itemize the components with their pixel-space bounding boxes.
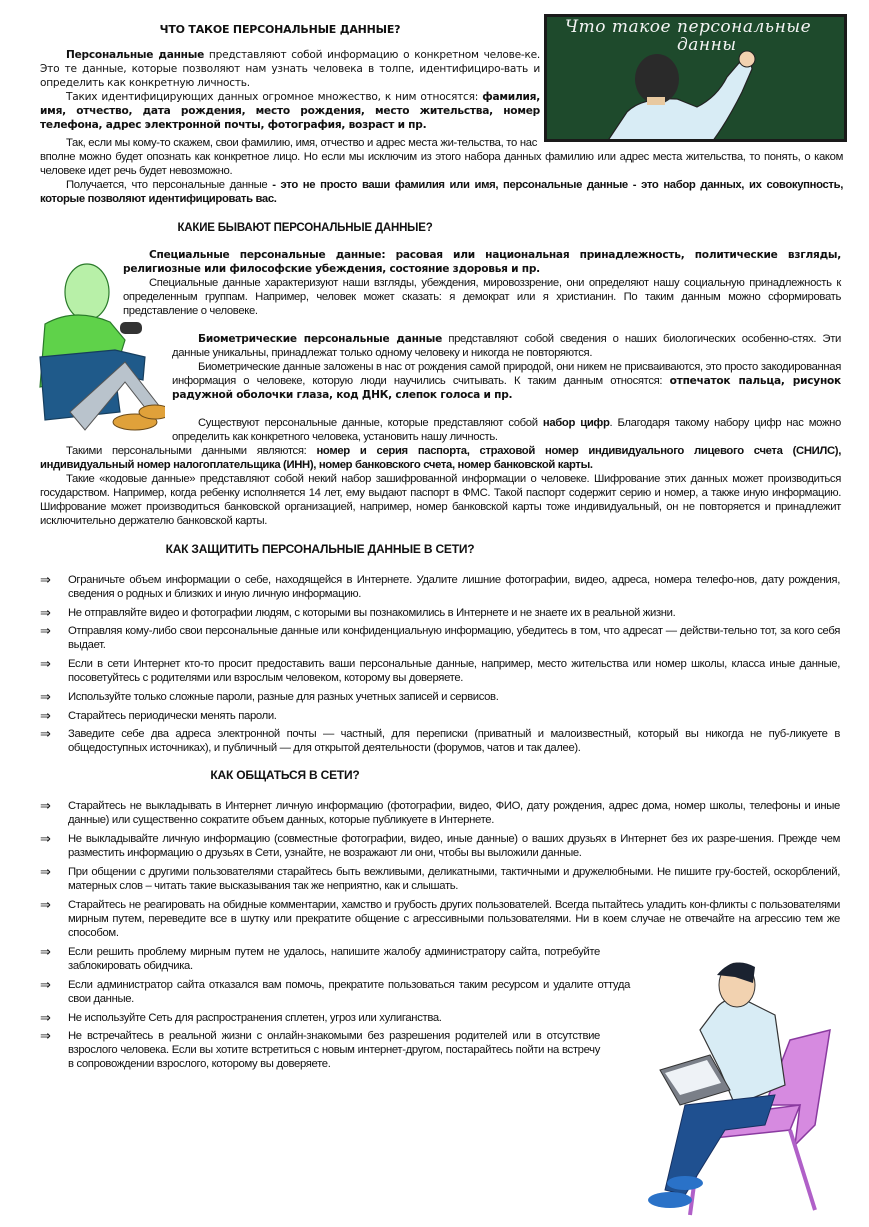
tip-item: [40, 1029, 600, 1071]
double-arrow-icon: ⇒: [40, 572, 51, 587]
tip-item: [40, 945, 600, 973]
tip-text: Используйте только сложные пароли, разные для разных учетных записей и сервисов.: [68, 691, 499, 703]
conclusion-bold: - это не просто ваши фамилия или имя, персональные данные - это набор данных, их совокупность, которые позволяют идентифицировать вас.: [40, 179, 844, 205]
paragraph-example: [40, 136, 843, 178]
conclusion-lead: Получается, что персональные данные: [66, 179, 273, 191]
chalkboard-illustration: [544, 14, 847, 142]
double-arrow-icon: ⇒: [40, 605, 51, 620]
term-special-data: Специальные персональные данные: [149, 249, 382, 261]
double-arrow-icon: ⇒: [40, 798, 51, 813]
section-title-protect: КАК ЗАЩИТИТЬ ПЕРСОНАЛЬНЫЕ ДАННЫЕ В СЕТИ?: [165, 542, 475, 556]
paragraph-conclusion: [40, 178, 843, 206]
tip-text: Если администратор сайта отказался вам помочь, прекратите пользоваться таким ресурсом и удалите оттуда свои данные.: [68, 979, 630, 1005]
paragraph-biometric-def: [172, 332, 841, 360]
tip-item: [40, 898, 840, 940]
biometric-desc-text: Биометрические данные заложены в нас от рождения самой природой, они никем не присваиваются, это просто закодированная информация о человеке, которую люди научились считывать. К таким данным относятся:: [172, 361, 841, 387]
identifying-list: фамилия, имя, отчество, дата рождения, место рождения, место жительства, номер телефона, адрес электронной почты, фотография, возраст и пр.: [40, 91, 540, 131]
biometric-def-text: представляют собой сведения о наших биологических особенно-стях. Эти данные уникальны, принадлежат только одному человеку и никогда не повторяются.: [172, 333, 841, 359]
double-arrow-icon: ⇒: [40, 1010, 51, 1025]
tip-text: Заведите себе два адреса электронной почты — частный, для переписки (приватный и малоизвестный, который вы никогда не пуб-ликуете в общедоступных источниках), и публичный — для открытой деятельности (форумов, чатов и так далее).: [68, 728, 840, 754]
tip-text: Не отправляйте видео и фотографии людям, с которыми вы познакомились в Интернете и не знаете их в реальной жизни.: [68, 607, 676, 619]
term-digit-set: набор цифр: [542, 417, 610, 429]
chalk-text-line2: данны: [677, 35, 737, 55]
digits-lead: Существуют персональные данные, которые представляют собой: [198, 417, 543, 429]
double-arrow-icon: ⇒: [40, 689, 51, 704]
example-text: Так, если мы кому-то скажем, свои фамилию, имя, отчество и адрес места жи-тельства, то нас вполне можно будет опознать как конкретное лицо. Но если мы исключим из этого набора данных фамилию или адрес места жительства, то понять, о каком человеке идет речь будет невозможно.: [40, 137, 843, 177]
paragraph-special-desc: Специальные данные характеризуют наши взгляды, убеждения, мировоззрение, они определяют нашу социальную принадлежность к определенным группам. Например, человек может сказать: я демократ или я христианин. По таким данным можно сформировать представление о человеке.: [123, 277, 841, 317]
double-arrow-icon: ⇒: [40, 726, 51, 741]
paragraph-digits: [172, 416, 841, 444]
tip-item: [40, 727, 840, 755]
tip-text: Не используйте Сеть для распространения сплетен, угроз или хулиганства.: [68, 1012, 442, 1024]
paragraph-definition: [40, 48, 540, 90]
double-arrow-icon: ⇒: [40, 708, 51, 723]
identifying-lead: Таких идентифицирующих данных огромное множество, к ним относятся:: [66, 91, 483, 103]
tip-item: [40, 1011, 600, 1025]
section-title-types: КАКИЕ БЫВАЮТ ПЕРСОНАЛЬНЫЕ ДАННЫЕ?: [177, 222, 433, 234]
tip-text: Старайтесь периодически менять пароли.: [68, 710, 277, 722]
special-desc-block: [123, 276, 841, 318]
tip-text: Не выкладывайте личную информацию (совместные фотографии, видео, иные данные) о ваших друзьях в Интернет без их разре-шения. Прежде чем разместить информацию о друзьях в Сети, узнайте, не возражают ли они, чтобы вы выложили данные.: [68, 833, 840, 859]
section-title-what-is: ЧТО ТАКОЕ ПЕРСОНАЛЬНЫЕ ДАННЫЕ?: [159, 23, 401, 36]
tip-item: [40, 832, 840, 860]
biometric-block: [172, 332, 841, 402]
tip-item: [40, 573, 840, 601]
double-arrow-icon: ⇒: [40, 864, 51, 879]
double-arrow-icon: ⇒: [40, 831, 51, 846]
double-arrow-icon: ⇒: [40, 656, 51, 671]
tip-item: [40, 657, 840, 685]
codes-block: [40, 444, 841, 528]
sitting-boy-illustration: [15, 262, 165, 437]
tip-item: [40, 606, 840, 620]
man-with-laptop-illustration: [625, 955, 840, 1220]
paragraph-coded-data: Такие «кодовые данные» представляют собой некий набор зашифрованной информации о человеке. Шифрование этих данных может производиться государством. Например, когда ребенку исполняется 14 лет, ему выдают паспорт в ФМС. Такой паспорт содержит серию и номер, а также иную информацию. Шифрование может производиться банковской организацией, например, номер банковской карты тоже индивидуальный, он не повторяется и принадлежит исключительно держателю банковской карты.: [40, 473, 841, 527]
tip-item: [40, 690, 840, 704]
paragraph-biometric-desc: [172, 360, 841, 402]
term-personal-data: Персональные данные: [66, 49, 205, 61]
tip-text: Старайтесь не выкладывать в Интернет личную информацию (фотографии, видео, ФИО, дату рождения, адрес дома, номер школы, телефоны и иные данные) или существенно сократите объем данных, которые публикуете в Интернете.: [68, 800, 840, 826]
tip-text: Старайтесь не реагировать на обидные комментарии, хамство и грубость других пользователей. Всегда пытайтесь уладить кон-фликты с пользователями мирным путем, переведите все в шутку или прекратите общение с агрессивными пользователями. Ни в коем случае не отвечайте на агрессию тем же способом.: [68, 899, 840, 939]
tip-text: Отправляя кому-либо свои персональные данные или конфиденциальную информацию, убедитесь в том, что адресат — действи-тельно тот, за кого себя выдает.: [68, 625, 840, 651]
tip-text: При общении с другими пользователями старайтесь быть вежливыми, деликатными, тактичными и дружелюбными. Не пишите гру-бостей, оскорблений, матерных слов – читать такие высказывания так же неприятно, как и слышать.: [68, 866, 840, 892]
definition-text: представляют собой информацию о конкретном челове-ке. Это те данные, которые позволяют нам узнать человека в толпе, идентифициро-вать и определить как конкретную личность.: [40, 49, 540, 89]
chalk-text-line1: Что такое персональные: [565, 17, 812, 37]
paragraph-special-def: [123, 248, 841, 276]
tip-item: [40, 865, 840, 893]
paragraph-such-data: [40, 444, 841, 472]
tip-text: Не встречайтесь в реальной жизни с онлайн-знакомыми без разрешения родителей или в отсутствие взрослого человека. Если вы хотите встретиться с новым интернет-другом, постарайтесь пойти на встречу в сопровождении взрослого, которому вы доверяете.: [68, 1030, 600, 1070]
such-list: номер и серия паспорта, страховой номер индивидуального лицевого счета (СНИЛС), индивидуальный номер налогоплательщика (ИНН), номер банковского счета, номер банковской карты.: [40, 445, 841, 471]
double-arrow-icon: ⇒: [40, 977, 51, 992]
section-title-communicate: КАК ОБЩАТЬСЯ В СЕТИ?: [210, 768, 360, 782]
double-arrow-icon: ⇒: [40, 623, 51, 638]
tip-item: [40, 624, 840, 652]
tip-text: Если в сети Интернет кто-то просит предоставить ваши персональные данные, например, место жительства или номер школы, класса иные данные, посоветуйтесь с родителями или взрослым человеком, которому вы доверяете.: [68, 658, 840, 684]
section1-body: [40, 136, 843, 206]
digits-rest: . Благодаря такому набору цифр нас можно определить как конкретного человека, установить нашу личность.: [172, 417, 841, 443]
tip-text: Ограничьте объем информации о себе, находящейся в Интернете. Удалите лишние фотографии, видео, адреса, номера телефо-нов, дату рождения, сведения о родных и близких и иную личную информацию.: [68, 574, 840, 600]
tip-item: [40, 799, 840, 827]
digits-block: [172, 416, 841, 444]
special-data-list: : расовая или национальная принадлежность, политические взгляды, религиозные или философские убеждения, состояние здоровья и пр.: [123, 249, 842, 275]
section1-intro: [40, 48, 540, 132]
biometric-list: отпечаток пальца, рисунок радужной оболочки глаза, код ДНК, слепок голоса и пр.: [172, 375, 841, 401]
tip-item: [40, 978, 630, 1006]
term-biometric-data: Биометрические персональные данные: [198, 333, 443, 345]
paragraph-identifying: [40, 90, 540, 132]
double-arrow-icon: ⇒: [40, 1028, 51, 1043]
special-data-block: [123, 248, 841, 276]
such-lead: Такими персональными данными являются:: [66, 445, 317, 457]
tip-item: [40, 709, 840, 723]
tip-text: Если решить проблему мирным путем не удалось, напишите жалобу администратору сайта, потребуйте заблокировать обидчика.: [68, 946, 600, 972]
double-arrow-icon: ⇒: [40, 944, 51, 959]
double-arrow-icon: ⇒: [40, 897, 51, 912]
